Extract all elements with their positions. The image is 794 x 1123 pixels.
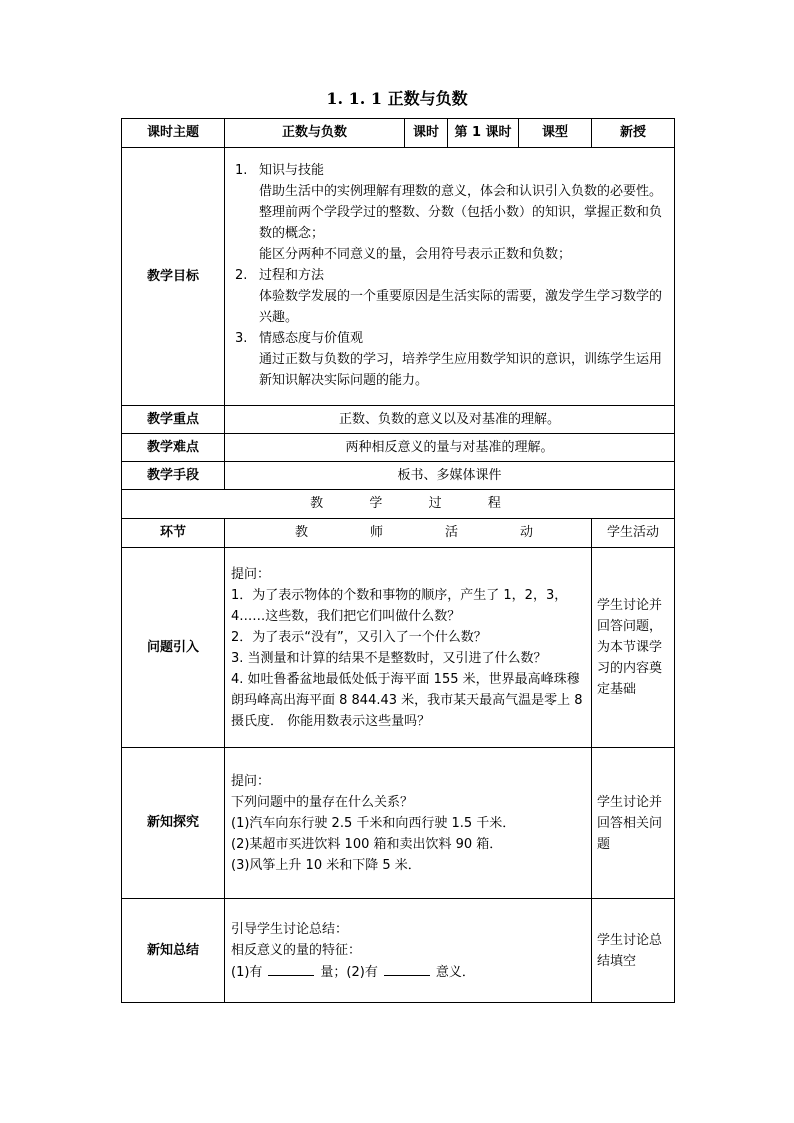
objective-section-3: 3. 情感态度与价值观 (235, 331, 364, 346)
lesson-plan-table (121, 118, 675, 1003)
teacher-activity: 提问： 1．为了表示物体的个数和事物的顺序，产生了 1，2，3，4……这些数，我们把它们叫做什么数？ 2．为了表示“没有”，又引入了一个什么数？ 3. 当测量和计算的结果不是整数时，又引进了什么数？ 4. 如吐鲁番盆地最低处低于海平面 155 米，世界最高峰珠穆朗玛峰高出海平面 8 844.43 米，我市某天最高气温是零上 8 摄氏度． 你能用数表示这些量吗？ (225, 548, 592, 748)
difficulty-value: 两种相反意义的量与对基准的理解。 (225, 434, 675, 462)
key-point-label: 教学重点 (122, 406, 225, 434)
process-title: 教 学 过 程 (122, 490, 675, 519)
stage-label: 新知探究 (122, 748, 225, 899)
means-label: 教学手段 (122, 462, 225, 490)
key-point-row (122, 406, 675, 434)
columns-row (122, 519, 675, 548)
period-value: 第 1 课时 (448, 119, 519, 148)
teacher-activity: 提问： 下列问题中的量存在什么关系？ (1)汽车向东行驶 2.5 千米和向西行驶 1.5 千米． (2)某超市买进饮料 100 箱和卖出饮料 90 箱． (3)风筝上升 10 米和下降 5 米． (225, 748, 592, 899)
objective-line: 体验数学发展的一个重要原因是生活实际的需要，激发学生学习数学的兴趣。 (259, 289, 663, 325)
student-activity: 学生讨论并回答相关问题 (592, 748, 675, 899)
stage-column-header: 环节 (122, 519, 225, 548)
difficulty-row (122, 434, 675, 462)
fill-blank (384, 961, 430, 976)
objective-line: 借助生活中的实例理解有理数的意义，体会和认识引入负数的必要性。整理前两个学段学过的整数、分数（包括小数）的知识，掌握正数和负数的概念； (259, 184, 663, 241)
fill-in-line: (1)有 量；(2)有 意义． (231, 961, 585, 983)
period-label: 课时 (405, 119, 448, 148)
type-label: 课型 (519, 119, 592, 148)
process-title-row (122, 490, 675, 519)
topic-value: 正数与负数 (225, 119, 405, 148)
objective-line: 通过正数与负数的学习，培养学生应用数学知识的意识，训练学生运用新知识解决实际问题的能力。 (259, 352, 663, 388)
difficulty-label: 教学难点 (122, 434, 225, 462)
student-activity: 学生讨论并回答问题，为本节课学习的内容奠定基础 (592, 548, 675, 748)
type-value: 新授 (592, 119, 675, 148)
objectives-content (225, 148, 675, 406)
teacher-column-header: 教 师 活 动 (225, 519, 592, 548)
objectives-label: 教学目标 (122, 148, 225, 406)
student-column-header: 学生活动 (592, 519, 675, 548)
stage-row (122, 899, 675, 1003)
stage-row (122, 548, 675, 748)
fill-blank (268, 961, 314, 976)
means-row (122, 462, 675, 490)
student-activity: 学生讨论总结填空 (592, 899, 675, 1003)
stage-label: 新知总结 (122, 899, 225, 1003)
objective-section-1: 1. 知识与技能 (235, 163, 325, 178)
objective-section-2: 2. 过程和方法 (235, 268, 325, 283)
topic-label: 课时主题 (122, 119, 225, 148)
objective-line: 能区分两种不同意义的量，会用符号表示正数和负数； (259, 247, 572, 262)
header-row (122, 119, 675, 148)
stage-label: 问题引入 (122, 548, 225, 748)
objectives-row (122, 148, 675, 406)
stage-row (122, 748, 675, 899)
page-title: 1. 1. 1 正数与负数 (326, 89, 468, 108)
key-point-value: 正数、负数的意义以及对基准的理解。 (225, 406, 675, 434)
teacher-activity: 引导学生讨论总结： 相反意义的量的特征： (1)有 量；(2)有 意义． (225, 899, 592, 1003)
means-value: 板书、多媒体课件 (225, 462, 675, 490)
